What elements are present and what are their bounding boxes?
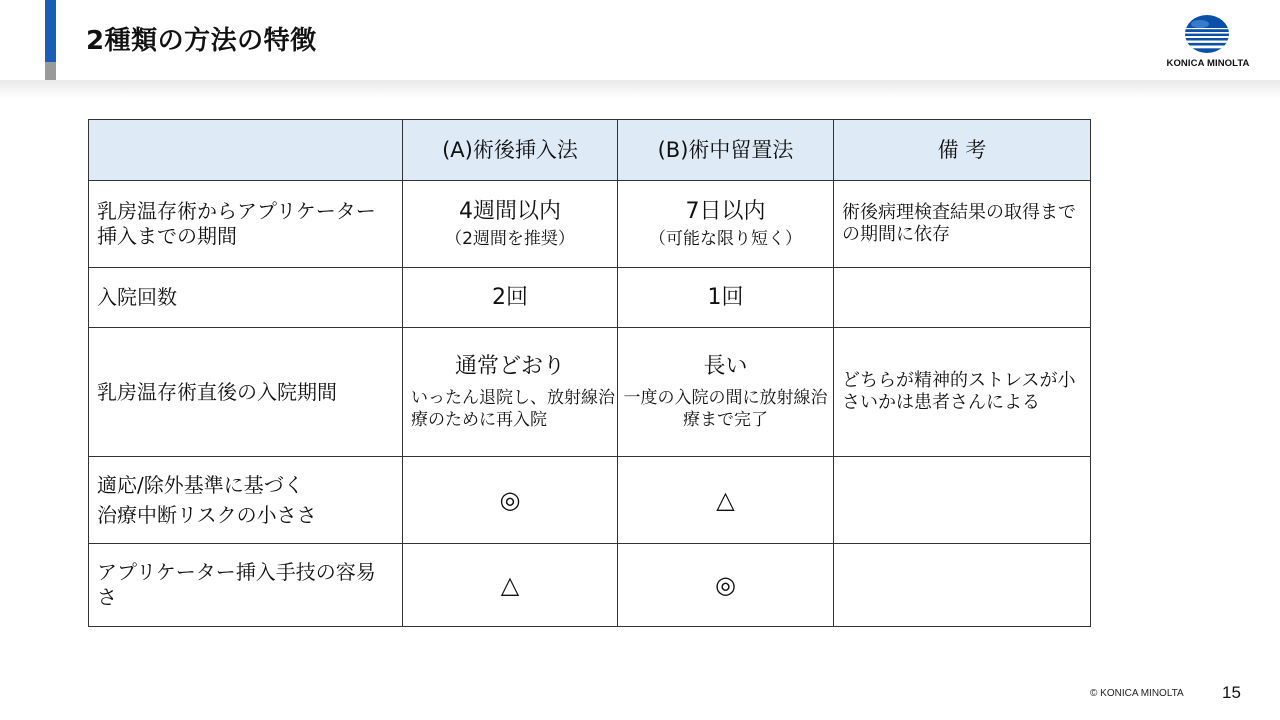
header-cell-empty (89, 120, 403, 181)
cell-note: 術後病理検査結果の取得までの期間に依存 (834, 181, 1091, 268)
cell-note (834, 544, 1091, 627)
table-row (89, 544, 1091, 627)
logo-wordmark: KONICA MINOLTA (1166, 58, 1250, 69)
header-cell-notes: 備 考 (834, 120, 1091, 181)
comparison-table (88, 119, 1091, 627)
row-label: 乳房温存術直後の入院期間 (89, 328, 403, 457)
cell-method-a (403, 457, 618, 544)
cell-method-b (618, 181, 834, 268)
cell-note (834, 457, 1091, 544)
table-row (89, 457, 1091, 544)
cell-main-value: 2回 (492, 284, 528, 310)
double-circle-mark: ◎ (499, 486, 521, 514)
cell-main-value: 通常どおり (454, 354, 565, 380)
page-number: 15 (1222, 683, 1241, 702)
row-label-line: 適応/除外基準に基づく (97, 473, 304, 497)
cell-main-value: 4週間以内 (459, 198, 561, 224)
cell-main-value: 1回 (707, 284, 744, 310)
cell-method-a (403, 181, 618, 268)
triangle-mark: △ (500, 571, 520, 599)
cell-method-a (403, 268, 618, 328)
accent-bar (45, 0, 56, 62)
cell-sub-value: いったん退院し、放射線治療のために再入院 (411, 387, 615, 430)
row-label: 入院回数 (89, 268, 403, 328)
double-circle-mark: ◎ (715, 571, 736, 599)
table-row (89, 328, 1091, 457)
cell-note: どちらが精神的ストレスが小さいかは患者さんによる (834, 328, 1091, 457)
cell-note (834, 268, 1091, 328)
copyright-text: © KONICA MINOLTA (1090, 688, 1184, 699)
cell-method-b (618, 328, 834, 457)
table-row (89, 181, 1091, 268)
triangle-mark: △ (716, 486, 735, 514)
table-header-row (89, 120, 1091, 181)
cell-method-b (618, 544, 834, 627)
row-label (89, 457, 403, 544)
header-cell-method-a: (A)術後挿入法 (403, 120, 618, 181)
cell-sub-value: 一度の入院の間に放射線治療まで完了 (623, 387, 828, 430)
accent-bar-gray (45, 62, 56, 80)
globe-logo-icon (1184, 14, 1230, 54)
header-cell-method-b: (B)術中留置法 (618, 120, 834, 181)
slide-title: 2種類の方法の特徴 (86, 26, 317, 56)
cell-sub-value: （2週間を推奨） (445, 229, 575, 250)
cell-main-value: 長い (703, 354, 748, 380)
cell-method-a (403, 328, 618, 457)
row-label: 乳房温存術からアプリケーター挿入までの期間 (89, 181, 403, 268)
konica-minolta-logo (1160, 14, 1256, 72)
slide-header (0, 0, 1280, 80)
cell-method-b (618, 268, 834, 328)
cell-main-value: 7日以内 (685, 198, 766, 224)
cell-method-b (618, 457, 834, 544)
table-row (89, 268, 1091, 328)
row-label: アプリケーター挿入手技の容易さ (89, 544, 403, 627)
row-label-line: 治療中断リスクの小ささ (97, 503, 317, 527)
cell-sub-value: （可能な限り短く） (649, 229, 802, 250)
header-shadow (0, 80, 1280, 98)
cell-method-a (403, 544, 618, 627)
